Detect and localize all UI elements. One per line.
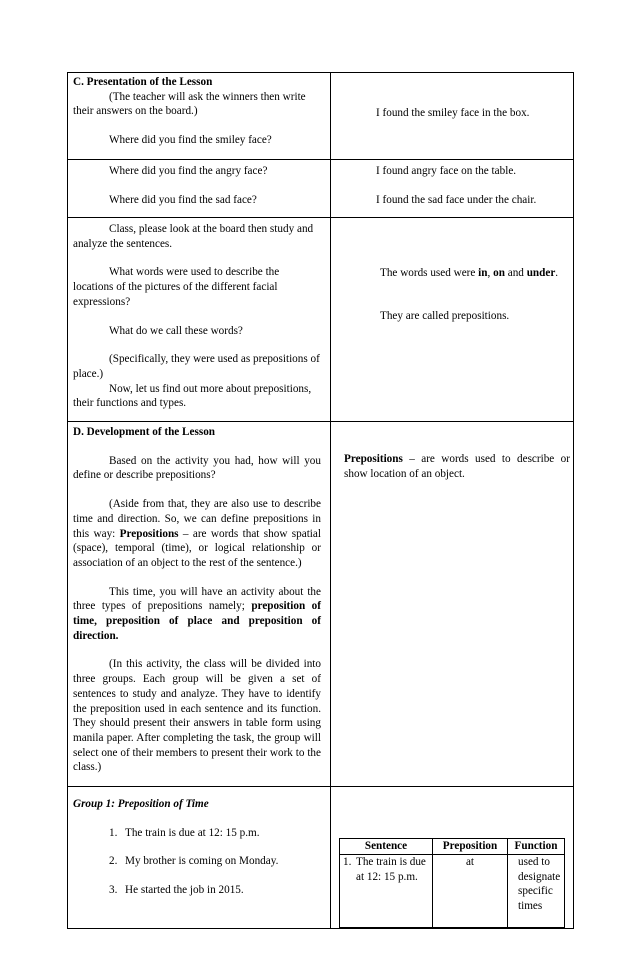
prompt-class: Class, please look at the board then study and analyze the sentences.	[73, 223, 314, 250]
d-paragraph-2	[73, 497, 321, 571]
d-paragraph-3	[73, 585, 321, 644]
group1-heading: Group 1: Preposition of Time	[73, 798, 209, 810]
separator: ,	[487, 267, 494, 279]
answer-words	[344, 266, 570, 281]
item-text: He started the job in 2015.	[125, 884, 244, 897]
row-c-left	[73, 75, 321, 148]
answer-angry: I found angry face on the table.	[376, 165, 517, 177]
question-sad: Where did you find the sad face?	[109, 193, 257, 206]
word-on: on	[493, 267, 505, 279]
answer-sad: I found the sad face under the chair.	[376, 193, 537, 206]
header-function: Function	[508, 839, 565, 855]
question-angry: Where did you find the angry face?	[109, 165, 268, 177]
d-p2-post: – are words that show spatial (space), temporal (time), or logical relationship or association of an object to the rest of the sentence.)	[73, 527, 321, 569]
definition-text: – are words used to describe or show location of an object.	[344, 453, 570, 480]
d-p3-bold: preposition of time, preposition of place and preposition of direction.	[73, 600, 321, 642]
section-d-heading: D. Development of the Lesson	[73, 426, 216, 438]
row-divider	[67, 928, 574, 929]
d-paragraph-4: (In this activity, the class will be divided into three groups. Each group will be given a set of sentences to study and analyze. They have to identify the preposition used in each sentence and its function. They should present their answers in table form using manila paper. After completing the task, the group will select one of their members to present their work to the class.)	[73, 658, 321, 774]
row-divider	[67, 786, 574, 787]
row-divider	[67, 159, 574, 160]
question-smiley: Where did you find the smiley face?	[109, 134, 272, 147]
row-angry-sad-left	[73, 164, 321, 207]
word-in: in	[478, 267, 488, 279]
list-item	[73, 883, 321, 898]
table-row	[340, 855, 565, 928]
row-d-left	[73, 425, 321, 775]
item-text: My brother is coming on Monday.	[125, 855, 279, 868]
prompt-call: What do we call these words?	[109, 324, 243, 337]
row-divider	[67, 217, 574, 218]
row-angry-sad-right	[376, 164, 602, 207]
row-divider	[67, 72, 574, 73]
cell-preposition: at	[433, 855, 508, 928]
separator: and	[504, 267, 527, 279]
row-group1-left	[73, 797, 321, 898]
answer-called: They are called prepositions.	[380, 309, 510, 322]
preposition-definition	[344, 452, 570, 481]
d-p3-pre: This time, you will have an activity about the three types of prepositions namely;	[73, 585, 321, 613]
section-c-heading: C. Presentation of the Lesson	[73, 76, 213, 88]
row-divider	[67, 421, 574, 422]
table-header-row	[340, 839, 565, 855]
d-p2-pre: (Aside from that, they are also use to describe time and direction. So, we can define prepositions in this way:	[73, 498, 321, 540]
item-text: The train is due at 12: 15 p.m.	[125, 826, 260, 839]
header-preposition: Preposition	[433, 839, 508, 855]
cell-sentence	[340, 855, 433, 928]
header-sentence: Sentence	[340, 839, 433, 855]
list-item	[73, 854, 321, 869]
d-p2-bold: Prepositions	[119, 527, 179, 540]
row-analysis-left	[73, 222, 321, 411]
teacher-note: (The teacher will ask the winners then write their answers on the board.)	[73, 90, 306, 118]
prompt-words: What words were used to describe the locations of the pictures of the different facial expressions?	[73, 266, 280, 308]
row-analysis-right	[344, 266, 570, 323]
column-divider	[330, 72, 331, 929]
definition-term: Prepositions	[344, 453, 403, 465]
item-number: 2.	[109, 855, 118, 868]
period: .	[555, 267, 559, 279]
answer-words-pre: The words used were	[380, 267, 479, 279]
row-sentence: The train is due at 12: 15 p.m.	[356, 856, 426, 883]
item-number: 1.	[109, 826, 118, 839]
row-number: 1.	[343, 856, 352, 868]
group1-answer-table	[339, 838, 565, 928]
prompt-specifically: (Specifically, they were used as prepositions of place.)	[73, 353, 320, 380]
table-border-left	[67, 72, 68, 929]
prompt-now: Now, let us find out more about prepositions, their functions and types.	[73, 382, 312, 410]
item-number: 3.	[109, 884, 118, 897]
d-paragraph-1: Based on the activity you had, how will you define or describe prepositions?	[73, 454, 321, 482]
answer-smiley	[376, 106, 602, 121]
list-item	[73, 826, 321, 841]
group1-sentence-list	[73, 826, 321, 898]
answer-smiley-text: I found the smiley face in the box.	[376, 107, 530, 119]
word-under: under	[526, 267, 556, 279]
row-d-right	[344, 452, 570, 481]
lesson-plan-table	[67, 72, 574, 929]
cell-function: used to designate specific times	[508, 855, 565, 928]
